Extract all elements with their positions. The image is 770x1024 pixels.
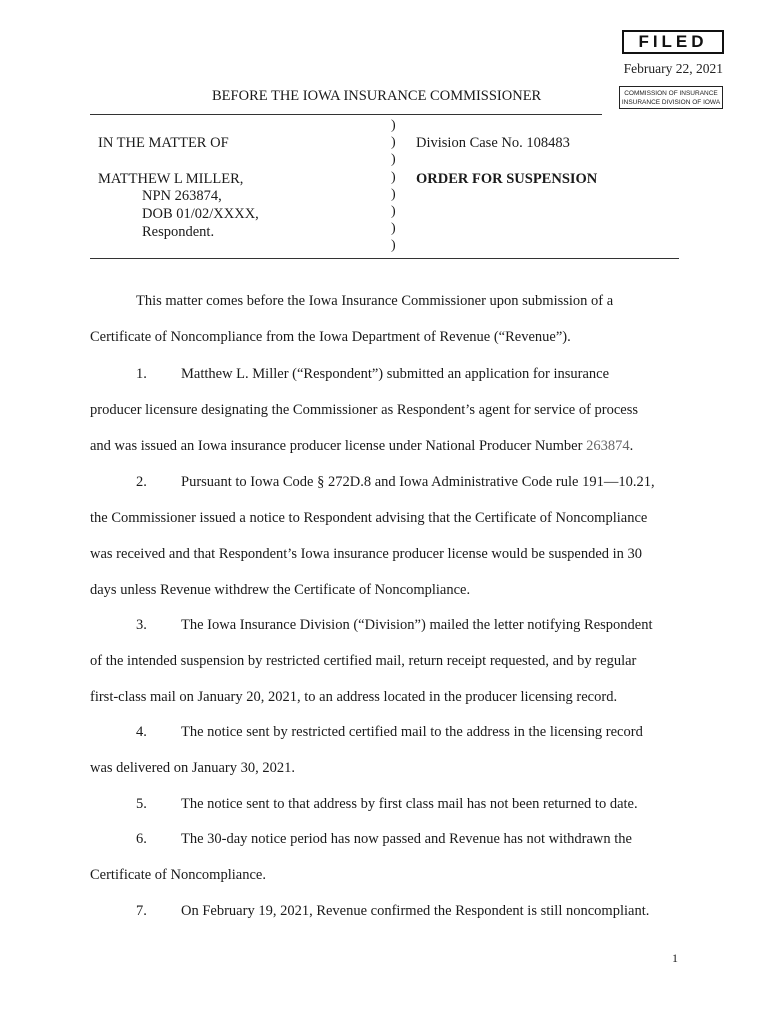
caption-paren-column <box>391 117 401 255</box>
paragraph-line: The Iowa Insurance Division (“Division”) mailed the letter notifying Respondent <box>181 617 653 633</box>
intro-line: Certificate of Noncompliance from the Iowa Department of Revenue (“Revenue”). <box>90 329 571 345</box>
respondent-npn: NPN 263874, <box>142 188 222 204</box>
paragraph-line: On February 19, 2021, Revenue confirmed the Respondent is still noncompliant. <box>181 903 650 919</box>
caption-paren: ) <box>391 152 396 168</box>
paragraph-line: The notice sent by restricted certified mail to the address in the licensing record <box>181 724 643 740</box>
filed-stamp-agency-line2: INSURANCE DIVISION OF IOWA <box>621 99 721 106</box>
page-title: BEFORE THE IOWA INSURANCE COMMISSIONER <box>212 88 542 104</box>
caption-paren: ) <box>391 221 396 237</box>
paragraph-line: The notice sent to that address by first class mail has not been returned to date. <box>181 796 638 812</box>
paragraph-number: 4. <box>136 724 147 740</box>
paragraph-number: 3. <box>136 617 147 633</box>
filed-stamp-agency-line1: COMMISSION OF INSURANCE <box>624 90 718 97</box>
paragraph-line <box>90 438 633 455</box>
header-rule <box>90 114 602 115</box>
paragraph-line: days unless Revenue withdrew the Certificate of Noncompliance. <box>90 582 471 598</box>
paragraph-number: 5. <box>136 796 147 812</box>
order-title: ORDER FOR SUSPENSION <box>416 171 598 187</box>
paragraph-text: and was issued an Iowa insurance producer license under National Producer Number <box>90 438 587 454</box>
paragraph-line: was received and that Respondent’s Iowa insurance producer license would be suspended in 30 <box>90 546 643 562</box>
page-number: 1 <box>672 951 678 965</box>
paragraph-line: producer licensure designating the Commissioner as Respondent’s agent for service of process <box>90 402 639 418</box>
caption-paren: ) <box>391 135 396 151</box>
paragraph-line: first-class mail on January 20, 2021, to an address located in the producer licensing record. <box>90 689 618 705</box>
paragraph-number: 2. <box>136 474 147 490</box>
caption-paren: ) <box>391 186 396 202</box>
caption-paren: ) <box>391 204 396 220</box>
filed-stamp-date: February 22, 2021 <box>623 61 723 76</box>
paragraph-number: 1. <box>136 366 147 382</box>
paragraph-line: was delivered on January 30, 2021. <box>90 760 295 776</box>
paragraph-text: . <box>629 438 634 454</box>
paragraph-number: 7. <box>136 903 147 919</box>
paragraph-number: 6. <box>136 831 147 847</box>
paragraph-line: Certificate of Noncompliance. <box>90 867 266 883</box>
paragraph-line: The 30-day notice period has now passed and Revenue has not withdrawn the <box>181 831 632 847</box>
respondent-dob: DOB 01/02/XXXX, <box>142 206 259 222</box>
caption-paren: ) <box>391 238 396 254</box>
caption-paren: ) <box>391 169 396 185</box>
respondent-role: Respondent. <box>142 224 215 240</box>
filed-stamp-agency <box>619 86 723 109</box>
caption-rule <box>90 258 679 259</box>
paragraph-line: the Commissioner issued a notice to Respondent advising that the Certificate of Noncompliance <box>90 510 648 526</box>
producer-number: 263874 <box>586 438 630 454</box>
paragraph-line: Matthew L. Miller (“Respondent”) submitted an application for insurance <box>181 366 610 382</box>
caption-matter: IN THE MATTER OF <box>98 135 229 151</box>
intro-line: This matter comes before the Iowa Insurance Commissioner upon submission of a <box>136 293 614 309</box>
filed-stamp <box>617 28 725 110</box>
filed-stamp-title: FILED <box>622 30 724 54</box>
paragraph-line: Pursuant to Iowa Code § 272D.8 and Iowa Administrative Code rule 191—10.21, <box>181 474 655 490</box>
respondent-name: MATTHEW L MILLER, <box>98 171 244 187</box>
caption-paren: ) <box>391 118 396 133</box>
paragraph-line: of the intended suspension by restricted certified mail, return receipt requested, and by regular <box>90 653 637 669</box>
case-number: Division Case No. 108483 <box>416 135 570 151</box>
